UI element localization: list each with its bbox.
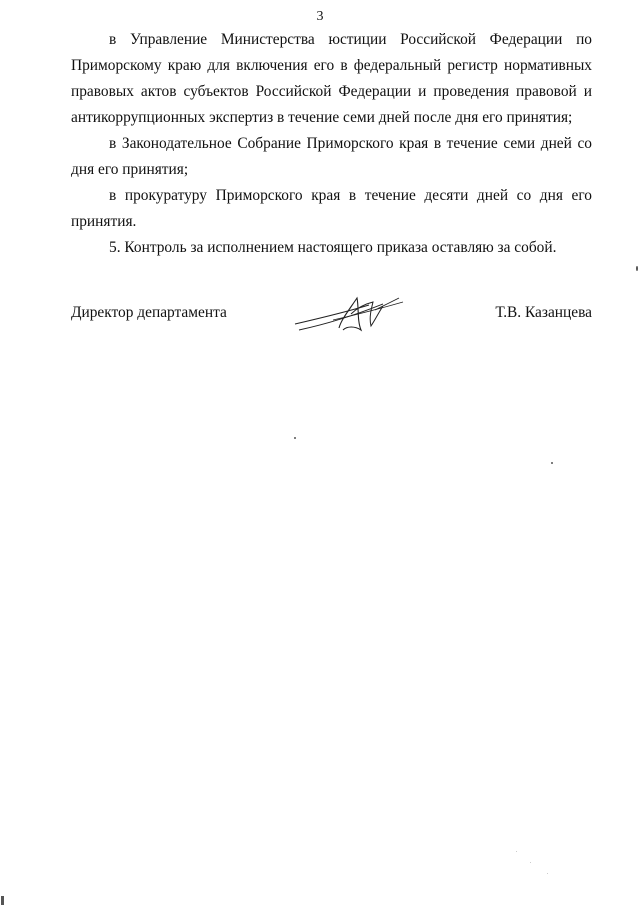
document-body [71,27,592,261]
signature-block [71,304,592,344]
signatory-name: Т.В. Казанцева [495,304,592,321]
scan-speck [1,896,4,905]
paragraph-control-clause: 5. Контроль за исполнением настоящего приказа оставляю за собой. [109,239,557,256]
signatory-title: Директор департамента [71,304,227,321]
scan-speck [294,437,296,439]
page-number: 3 [316,9,324,24]
scan-speck [516,851,517,852]
scan-speck [636,266,638,271]
paragraph-ministry-of-justice: в Управление Министерства юстиции Российской Федерации по Приморскому краю для включения его в федеральный регистр нормативных правовых актов субъектов Российской Федерации и проведения правовой и антикоррупционных экспертиз в течение семи дней после дня его принятия; [71,31,592,126]
scan-speck [551,462,553,464]
scan-speck [530,862,531,863]
scan-speck [547,873,548,874]
handwritten-signature [291,290,411,340]
paragraph-prosecutor-office: в прокуратуру Приморского края в течение десяти дней со дня его принятия. [71,187,592,230]
paragraph-legislative-assembly: в Законодательное Собрание Приморского края в течение семи дней со дня его принятия; [71,135,592,178]
